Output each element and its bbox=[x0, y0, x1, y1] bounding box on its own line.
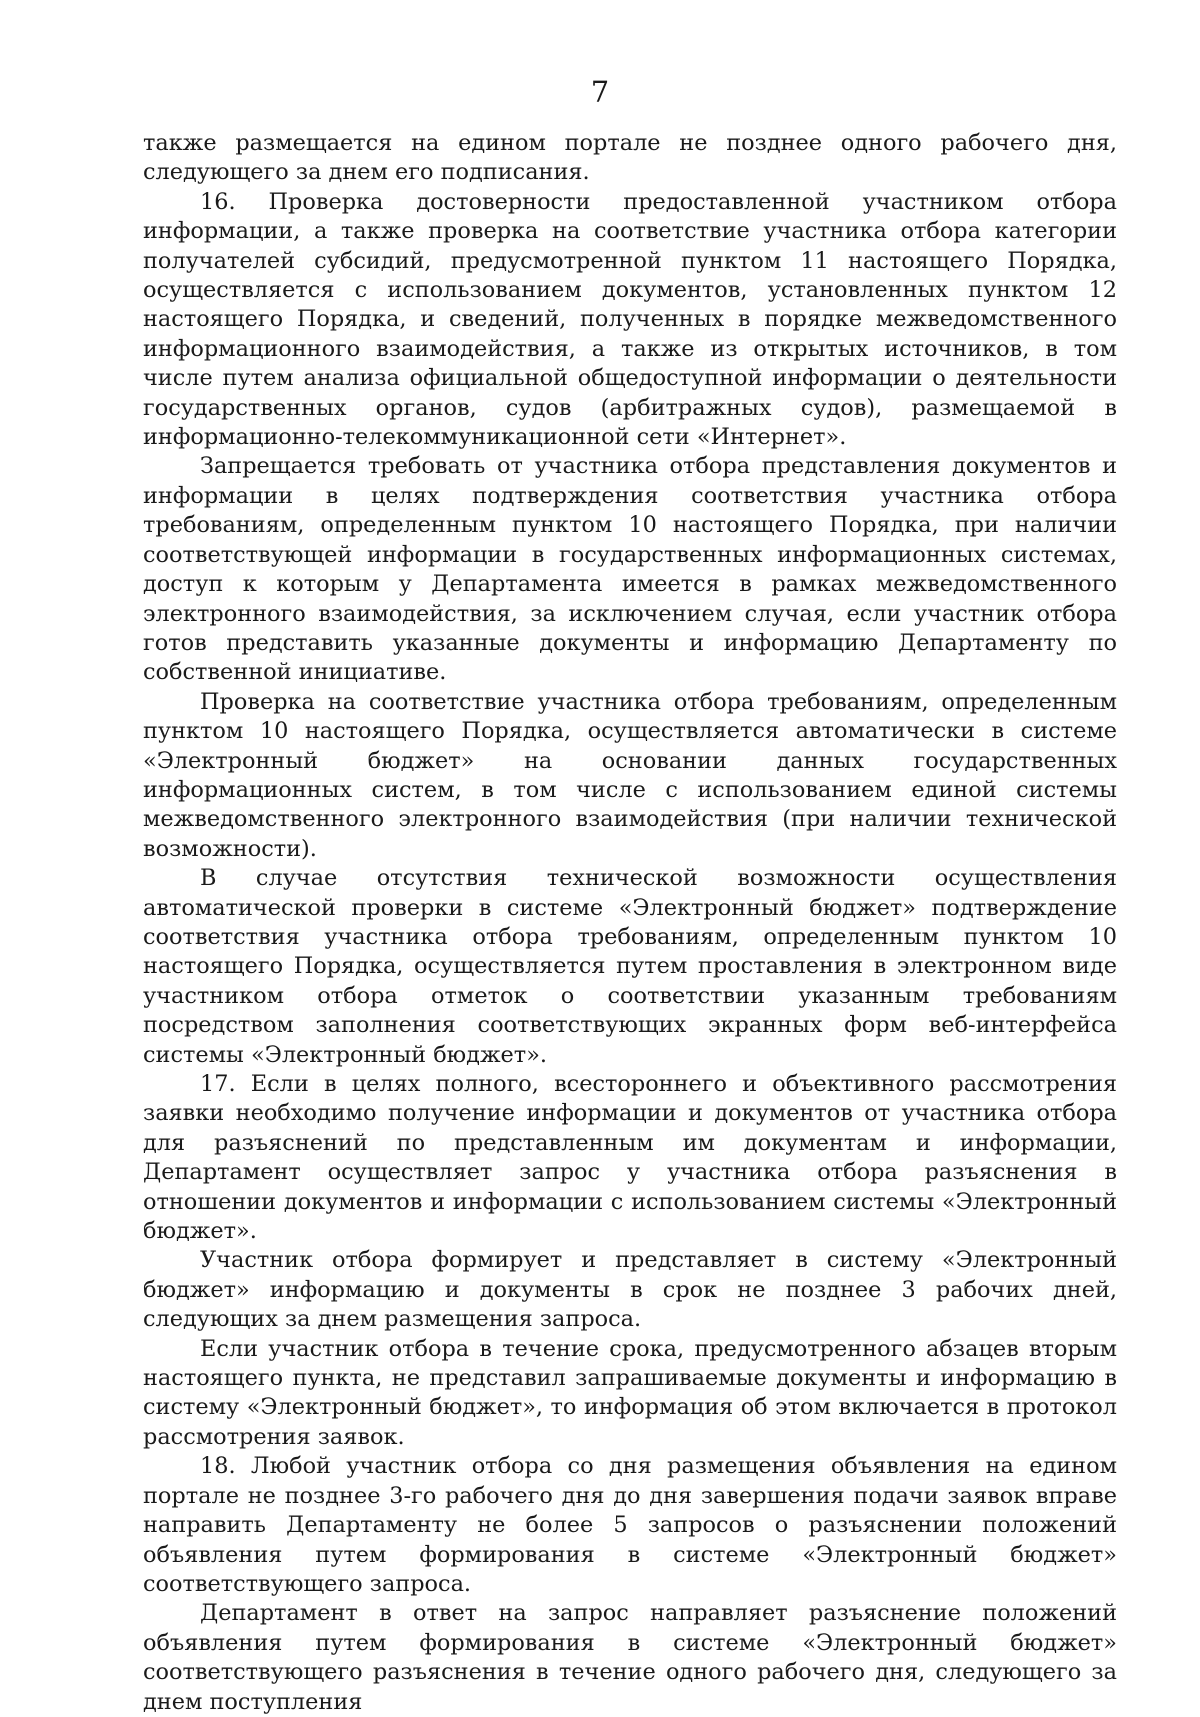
paragraph-prohibition: Запрещается требовать от участника отбора представления документов и информации в целях подтверждения соответствия участника отбора требованиям, определенным пунктом 10 настоящего Порядка, при наличии соответствующей информации в государственных информационных системах, доступ к которым у Департамента имеется в рамках межведомственного электронного взаимодействия, за исключением случая, если участник отбора готов представить указанные документы и информацию Департаменту по собственной инициативе. bbox=[143, 453, 1117, 686]
page-number: 7 bbox=[590, 75, 610, 109]
document-body bbox=[143, 129, 1117, 1717]
paragraph-continuation: также размещается на едином портале не позднее одного рабочего дня, следующего за днем его подписания. bbox=[143, 130, 1117, 186]
paragraph-item-16: 16. Проверка достоверности предоставленной участником отбора информации, а также проверка на соответствие участника отбора категории получателей субсидий, предусмотренной пунктом 11 настоящего Порядка, осуществляется с использованием документов, установленных пунктом 12 настоящего Порядка, и сведений, полученных в порядке межведомственного информационного взаимодействия, а также из открытых источников, в том числе путем анализа официальной общедоступной информации о деятельности государственных органов, судов (арбитражных судов), размещаемой в информационно-телекоммуникационной сети «Интернет». bbox=[143, 188, 1117, 451]
paragraph-no-response: Если участник отбора в течение срока, предусмотренного абзацев вторым настоящего пункта, не представил запрашиваемые документы и информацию в систему «Электронный бюджет», то информация об этом включается в протокол рассмотрения заявок. bbox=[143, 1335, 1117, 1450]
paragraph-item-18: 18. Любой участник отбора со дня размещения объявления на едином портале не позднее 3-го рабочего дня до дня завершения подачи заявок вправе направить Департаменту не более 5 запросов о разъяснении положений объявления путем формирования в системе «Электронный бюджет» соответствующего запроса. bbox=[143, 1453, 1117, 1597]
paragraph-automatic-check: Проверка на соответствие участника отбора требованиям, определенным пунктом 10 настоящего Порядка, осуществляется автоматически в системе «Электронный бюджет» на основании данных государственных информационных систем, в том числе с использованием единой системы межведомственного электронного взаимодействия (при наличии технической возможности). bbox=[143, 688, 1117, 862]
paragraph-participant-response: Участник отбора формирует и представляет в систему «Электронный бюджет» информацию и документы в срок не позднее 3 рабочих дней, следующих за днем размещения запроса. bbox=[143, 1247, 1117, 1333]
paragraph-item-17: 17. Если в целях полного, всестороннего и объективного рассмотрения заявки необходимо получение информации и документов от участника отбора для разъяснений по представленным им документам и информации, Департамент осуществляет запрос у участника отбора разъяснения в отношении документов и информации с использованием системы «Электронный бюджет». bbox=[143, 1071, 1117, 1245]
paragraph-manual-check: В случае отсутствия технической возможности осуществления автоматической проверки в системе «Электронный бюджет» подтверждение соответствия участника отбора требованиям, определенным пунктом 10 настоящего Порядка, осуществляется путем проставления в электронном виде участником отбора отметок о соответствии указанным требованиям посредством заполнения соответствующих экранных форм веб-интерфейса системы «Электронный бюджет». bbox=[143, 865, 1117, 1068]
paragraph-department-answer: Департамент в ответ на запрос направляет разъяснение положений объявления путем формирования в системе «Электронный бюджет» соответствующего разъяснения в течение одного рабочего дня, следующего за днем поступления bbox=[143, 1600, 1117, 1715]
